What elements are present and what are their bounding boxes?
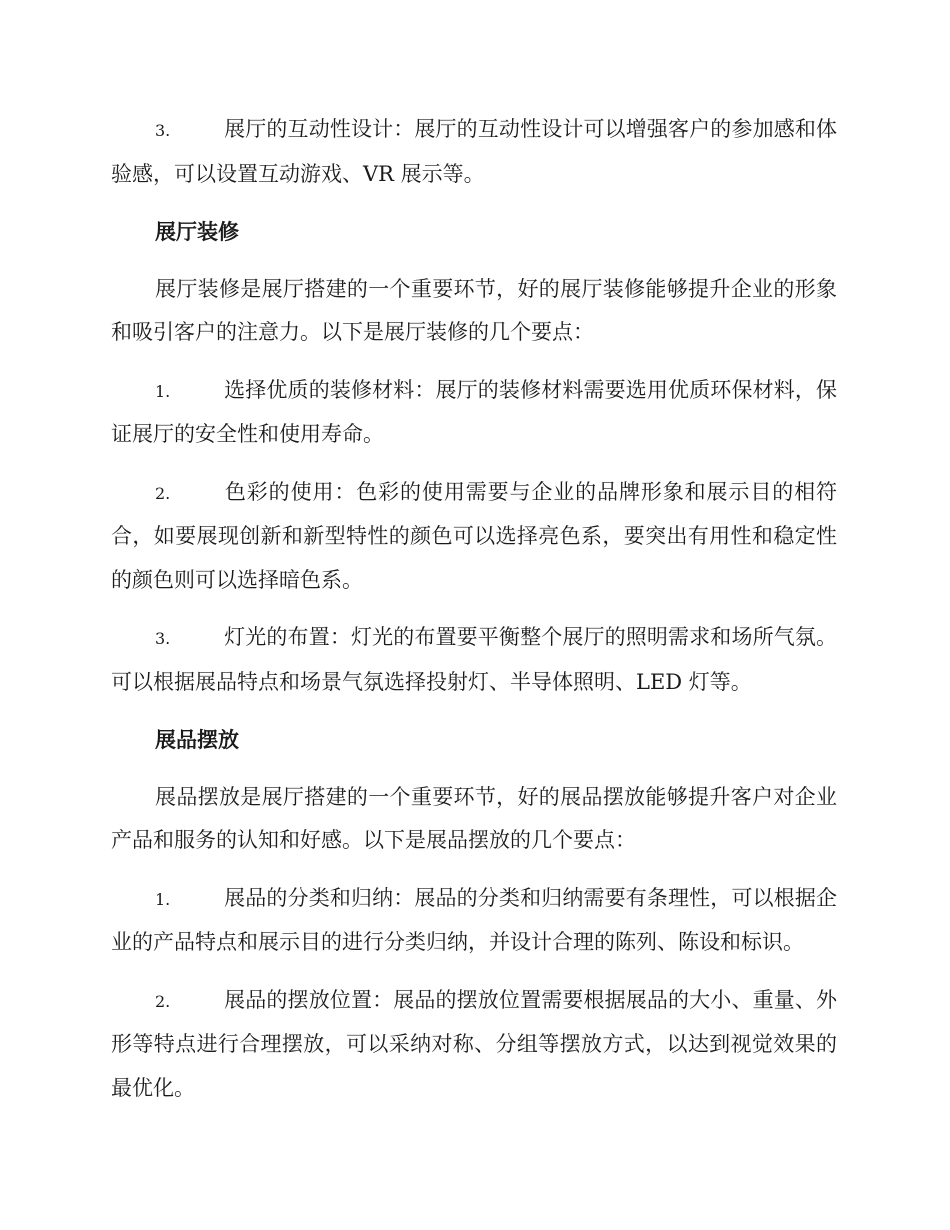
list-item — [111, 877, 837, 965]
list-item-number: 3. — [155, 629, 171, 648]
list-item-text: 展品的摆放位置：展品的摆放位置需要根据展品的大小、重量、外形等特点进行合理摆放，可以采纳对称、分组等摆放方式，以达到视觉效果的最优化。 — [111, 987, 837, 1100]
section-intro: 展厅装修是展厅搭建的一个重要环节，好的展厅装修能够提升企业的形象和吸引客户的注意力。以下是展厅装修的几个要点： — [111, 276, 837, 344]
list-item — [111, 471, 837, 603]
list-item-number: 2. — [155, 991, 171, 1011]
section-heading: 展品摆放 — [155, 727, 239, 752]
list-item — [111, 369, 837, 457]
list-item-number: 3. — [155, 121, 171, 140]
list-item-text: 选择优质的装修材料：展厅的装修材料需要选用优质环保材料，保证展厅的安全性和使用寿命。 — [111, 377, 837, 446]
list-item — [111, 979, 837, 1111]
list-item-text: 色彩的使用：色彩的使用需要与企业的品牌形象和展示目的相符合，如要展现创新和新型特性的颜色可以选择亮色系，要突出有用性和稳定性的颜色则可以选择暗色系。 — [111, 479, 837, 592]
list-item-text: 灯光的布置：灯光的布置要平衡整个展厅的照明需求和场所气氛。可以根据展品特点和场景气氛选择投射灯、半导体照明、LED 灯等。 — [111, 625, 837, 694]
section-heading: 展厅装修 — [155, 219, 239, 244]
list-item-number: 1. — [155, 381, 171, 401]
list-item — [111, 108, 837, 196]
list-item-number: 2. — [155, 483, 171, 503]
list-item-number: 1. — [155, 889, 171, 909]
list-item-text: 展厅的互动性设计：展厅的互动性设计可以增强客户的参加感和体验感，可以设置互动游戏、VR 展示等。 — [111, 117, 837, 186]
list-item — [111, 616, 837, 704]
section-intro: 展品摆放是展厅搭建的一个重要环节，好的展品摆放能够提升客户对企业产品和服务的认知和好感。以下是展品摆放的几个要点： — [111, 784, 837, 852]
list-item-text: 展品的分类和归纳：展品的分类和归纳需要有条理性，可以根据企业的产品特点和展示目的进行分类归纳，并设计合理的陈列、陈设和标识。 — [111, 885, 837, 954]
